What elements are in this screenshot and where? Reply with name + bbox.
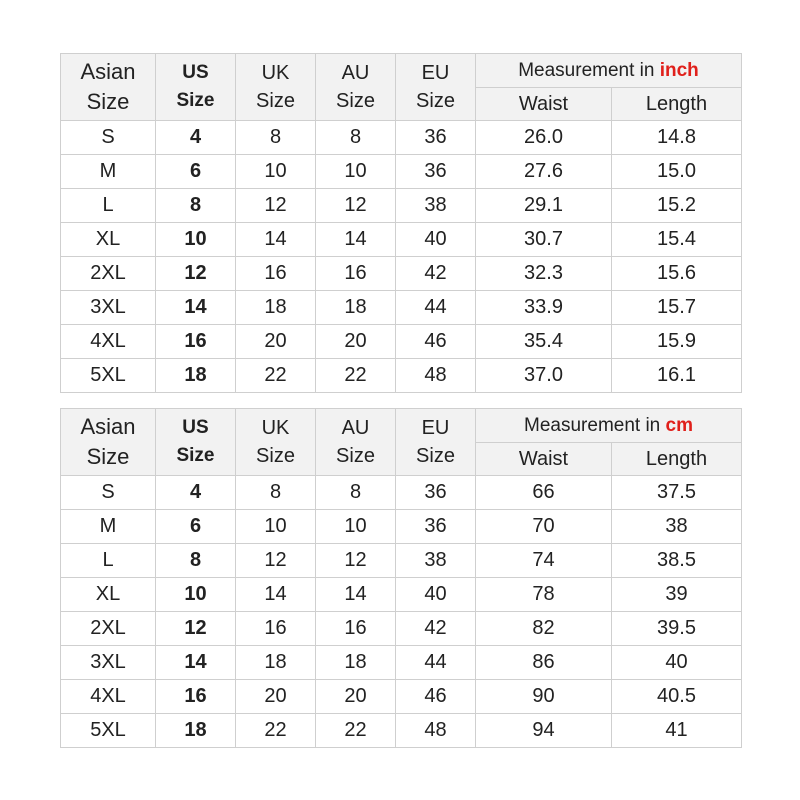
eu-size-cell: 36 [396,121,476,155]
uk-size-cell: 10 [236,510,316,544]
waist-cell: 66 [476,476,612,510]
eu-size-cell: 46 [396,680,476,714]
au-size-cell: 8 [316,121,396,155]
waist-cell: 26.0 [476,121,612,155]
asian-size-cell: 3XL [61,646,156,680]
asian-size-cell: 3XL [61,291,156,325]
asian-size-cell: XL [61,223,156,257]
waist-cell: 94 [476,714,612,748]
size-table-body [61,121,742,393]
table-row [61,544,742,578]
asian-size-cell: 4XL [61,680,156,714]
au-size-header: AU Size [316,54,396,121]
au-size-cell: 22 [316,359,396,393]
uk-size-cell: 14 [236,223,316,257]
length-cell: 14.8 [612,121,742,155]
us-size-cell: 10 [156,578,236,612]
waist-header: Waist [476,88,612,121]
table-row [61,714,742,748]
waist-cell: 70 [476,510,612,544]
au-size-cell: 14 [316,223,396,257]
asian-size-cell: M [61,510,156,544]
size-table-body [61,476,742,748]
length-header: Length [612,443,742,476]
table-row [61,291,742,325]
us-size-cell: 14 [156,646,236,680]
uk-size-cell: 12 [236,189,316,223]
uk-size-cell: 22 [236,714,316,748]
length-cell: 39.5 [612,612,742,646]
length-cell: 15.9 [612,325,742,359]
table-row [61,476,742,510]
uk-size-header: UK Size [236,409,316,476]
eu-size-cell: 38 [396,544,476,578]
size-table-cm [60,408,742,748]
length-cell: 16.1 [612,359,742,393]
us-size-cell: 8 [156,544,236,578]
asian-size-cell: 2XL [61,612,156,646]
au-size-cell: 16 [316,257,396,291]
au-size-header: AU Size [316,409,396,476]
uk-size-header: UK Size [236,54,316,121]
waist-cell: 35.4 [476,325,612,359]
uk-size-cell: 14 [236,578,316,612]
eu-size-cell: 40 [396,223,476,257]
size-table-inch [60,53,742,393]
us-size-cell: 16 [156,680,236,714]
us-size-cell: 14 [156,291,236,325]
eu-size-cell: 42 [396,257,476,291]
us-size-cell: 18 [156,714,236,748]
uk-size-cell: 18 [236,291,316,325]
length-cell: 40 [612,646,742,680]
uk-size-cell: 16 [236,612,316,646]
au-size-cell: 12 [316,544,396,578]
table-row [61,646,742,680]
us-size-cell: 6 [156,155,236,189]
eu-size-cell: 48 [396,714,476,748]
waist-header: Waist [476,443,612,476]
table-row [61,325,742,359]
uk-size-cell: 16 [236,257,316,291]
table-row [61,359,742,393]
table-row [61,257,742,291]
au-size-cell: 20 [316,325,396,359]
us-size-header: US Size [156,54,236,121]
waist-cell: 29.1 [476,189,612,223]
us-size-cell: 18 [156,359,236,393]
table-row [61,510,742,544]
asian-size-cell: 2XL [61,257,156,291]
table-row [61,680,742,714]
us-size-header: US Size [156,409,236,476]
au-size-cell: 18 [316,291,396,325]
table-row [61,612,742,646]
eu-size-header: EU Size [396,409,476,476]
asian-size-cell: 4XL [61,325,156,359]
measurement-header [476,409,742,443]
asian-size-cell: L [61,189,156,223]
eu-size-cell: 44 [396,291,476,325]
table-row [61,223,742,257]
measurement-label: Measurement in [524,414,661,436]
asian-size-cell: 5XL [61,359,156,393]
us-size-cell: 6 [156,510,236,544]
us-size-cell: 12 [156,612,236,646]
eu-size-cell: 36 [396,476,476,510]
asian-size-cell: L [61,544,156,578]
eu-size-cell: 36 [396,155,476,189]
au-size-cell: 10 [316,510,396,544]
measurement-label: Measurement in [518,59,655,81]
table-row [61,121,742,155]
eu-size-cell: 46 [396,325,476,359]
asian-size-cell: S [61,476,156,510]
length-cell: 38 [612,510,742,544]
waist-cell: 74 [476,544,612,578]
eu-size-cell: 38 [396,189,476,223]
waist-cell: 82 [476,612,612,646]
au-size-cell: 10 [316,155,396,189]
uk-size-cell: 18 [236,646,316,680]
eu-size-cell: 36 [396,510,476,544]
asian-size-header: Asian Size [61,54,156,121]
us-size-cell: 10 [156,223,236,257]
asian-size-cell: 5XL [61,714,156,748]
uk-size-cell: 8 [236,476,316,510]
eu-size-cell: 40 [396,578,476,612]
length-cell: 40.5 [612,680,742,714]
us-size-cell: 4 [156,476,236,510]
waist-cell: 27.6 [476,155,612,189]
waist-cell: 33.9 [476,291,612,325]
measurement-unit: inch [659,59,699,81]
waist-cell: 78 [476,578,612,612]
waist-cell: 86 [476,646,612,680]
length-cell: 15.0 [612,155,742,189]
us-size-cell: 16 [156,325,236,359]
eu-size-cell: 48 [396,359,476,393]
asian-size-header: Asian Size [61,409,156,476]
eu-size-cell: 42 [396,612,476,646]
us-size-cell: 4 [156,121,236,155]
table-row [61,155,742,189]
length-header: Length [612,88,742,121]
au-size-cell: 12 [316,189,396,223]
au-size-cell: 18 [316,646,396,680]
asian-size-cell: XL [61,578,156,612]
length-cell: 15.7 [612,291,742,325]
asian-size-cell: M [61,155,156,189]
waist-cell: 90 [476,680,612,714]
au-size-cell: 20 [316,680,396,714]
uk-size-cell: 22 [236,359,316,393]
measurement-header [476,54,742,88]
uk-size-cell: 20 [236,325,316,359]
length-cell: 37.5 [612,476,742,510]
length-cell: 41 [612,714,742,748]
waist-cell: 30.7 [476,223,612,257]
waist-cell: 37.0 [476,359,612,393]
us-size-cell: 8 [156,189,236,223]
length-cell: 39 [612,578,742,612]
length-cell: 15.2 [612,189,742,223]
eu-size-cell: 44 [396,646,476,680]
length-cell: 15.4 [612,223,742,257]
length-cell: 15.6 [612,257,742,291]
table-row [61,189,742,223]
au-size-cell: 14 [316,578,396,612]
measurement-unit: cm [665,414,693,436]
uk-size-cell: 12 [236,544,316,578]
asian-size-cell: S [61,121,156,155]
waist-cell: 32.3 [476,257,612,291]
us-size-cell: 12 [156,257,236,291]
uk-size-cell: 8 [236,121,316,155]
uk-size-cell: 20 [236,680,316,714]
uk-size-cell: 10 [236,155,316,189]
au-size-cell: 8 [316,476,396,510]
au-size-cell: 16 [316,612,396,646]
eu-size-header: EU Size [396,54,476,121]
length-cell: 38.5 [612,544,742,578]
au-size-cell: 22 [316,714,396,748]
table-row [61,578,742,612]
